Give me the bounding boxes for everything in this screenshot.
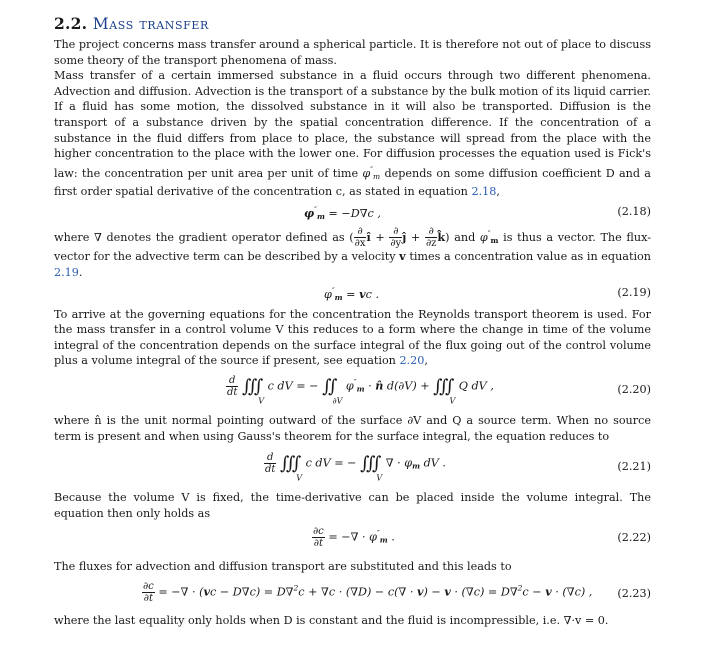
equation-number: (2.21)	[617, 460, 651, 474]
equation-2-22: $\frac{\partial c}{\partial t}$ = −∇ · $\varphi''_m$ . (2.22)	[313, 526, 651, 550]
paragraph-mass-transfer: Mass transfer of a certain immersed substance in a fluid occurs through two different phenomena. Advection and diffusion. Advection is the transport of a substance by the bulk motion of its liquid carrier. If a fluid has some motion, the dissolved substance in it will also be transported. Diffusion is the transport of a substance driven by the spatial concentration difference. If the concentration of a substance in the fluid differs from place to place, the substance will spread from the place with the higher concentration to the place with the lower one. For diffusion processes the equation used is Fick's law: the concentration per unit area per unit of time $\varphi''_m$ depends on some diffusion coefficient D and a first order spatial derivative of the concentration c, as stated in equation 2.18,	[54, 69, 651, 199]
paragraph-intro: The project concerns mass transfer around a spherical particle. It is therefore not out of place to discuss some theory of the transport phenomena of mass.	[54, 38, 651, 67]
equation-reference-2-19[interactable]: 2.19	[54, 266, 79, 280]
equation-number: (2.22)	[617, 531, 651, 545]
equation-reference-2-20[interactable]: 2.20	[399, 354, 425, 368]
equation-number: (2.23)	[617, 586, 651, 600]
section-title: Mass transfer	[92, 15, 209, 33]
paragraph-volume-fixed: Because the volume V is fixed, the time-derivative can be placed inside the volume integral. The equation then only holds as	[54, 491, 651, 520]
equation-2-18: $\varphi''_m = -D\nabla c$ , (2.18)	[304, 204, 651, 221]
page	[54, 14, 651, 629]
equation-2-19: $\varphi''_m$ = vc . (2.19)	[324, 285, 651, 302]
equation-2-21: $\frac{d}{dt}$ $∭_V$ c dV = − $∭_V$ ∇ · $\varphi_m$ dV . (2.21)	[265, 452, 651, 483]
equation-2-23: $\frac{\partial c}{\partial t}$ = −∇ · (vc − D∇c) = D∇$^2$c + ∇c · (∇D) − c(∇ · v) − v · (∇c) = D∇$^2$c − v · (∇c) , (2.23)	[143, 580, 651, 604]
equation-number: (2.18)	[617, 204, 651, 218]
equation-reference-2-18[interactable]: 2.18	[471, 185, 497, 199]
section-number: 2.2.	[54, 14, 88, 33]
equation-number: (2.20)	[617, 383, 651, 396]
paragraph-final: where the last equality only holds when D is constant and the fluid is incompressible, i.e. ∇·v = 0.	[54, 613, 609, 627]
paragraph-fluxes: The fluxes for advection and diffusion transport are substituted and this leads to	[54, 560, 512, 574]
equation-number: (2.19)	[617, 285, 651, 299]
paragraph-gauss: where n̂ is the unit normal pointing outward of the surface ∂V and Q a source term. When no source term is present and when using Gauss's theorem for the surface integral, the equation reduces to	[54, 414, 651, 443]
equation-2-20: $\frac{d}{dt}$ $∭_V$ c dV = − $∬_{\partial V}$ $\varphi''_m$ · n̂ $d(\partial V) + ∭_V$ Q dV , (2.20)	[227, 375, 651, 406]
section-heading	[54, 14, 651, 33]
paragraph-reynolds: To arrive at the governing equations for the concentration the Reynolds transport theorem is used. For the mass transfer in a control volume V this reduces to a form where the change in time of the volume integral of the concentration depends on the surface integral of the flux going out of the control volume plus a volume integral of the source if present, see equation 2.20,	[54, 307, 651, 368]
paragraph-gradient: where ∇ denotes the gradient operator defined as ( $\frac{\partial}{\partial x}$ î + $\frac{\partial}{\partial y}$ ĵ + $\frac{\partial}{\partial z}$ k̂) and $\varphi''_m$ is thus a vector. The flux-vector for the advective term can be described by a velocity v times a concentration value as in equation 2.19.	[54, 226, 651, 280]
